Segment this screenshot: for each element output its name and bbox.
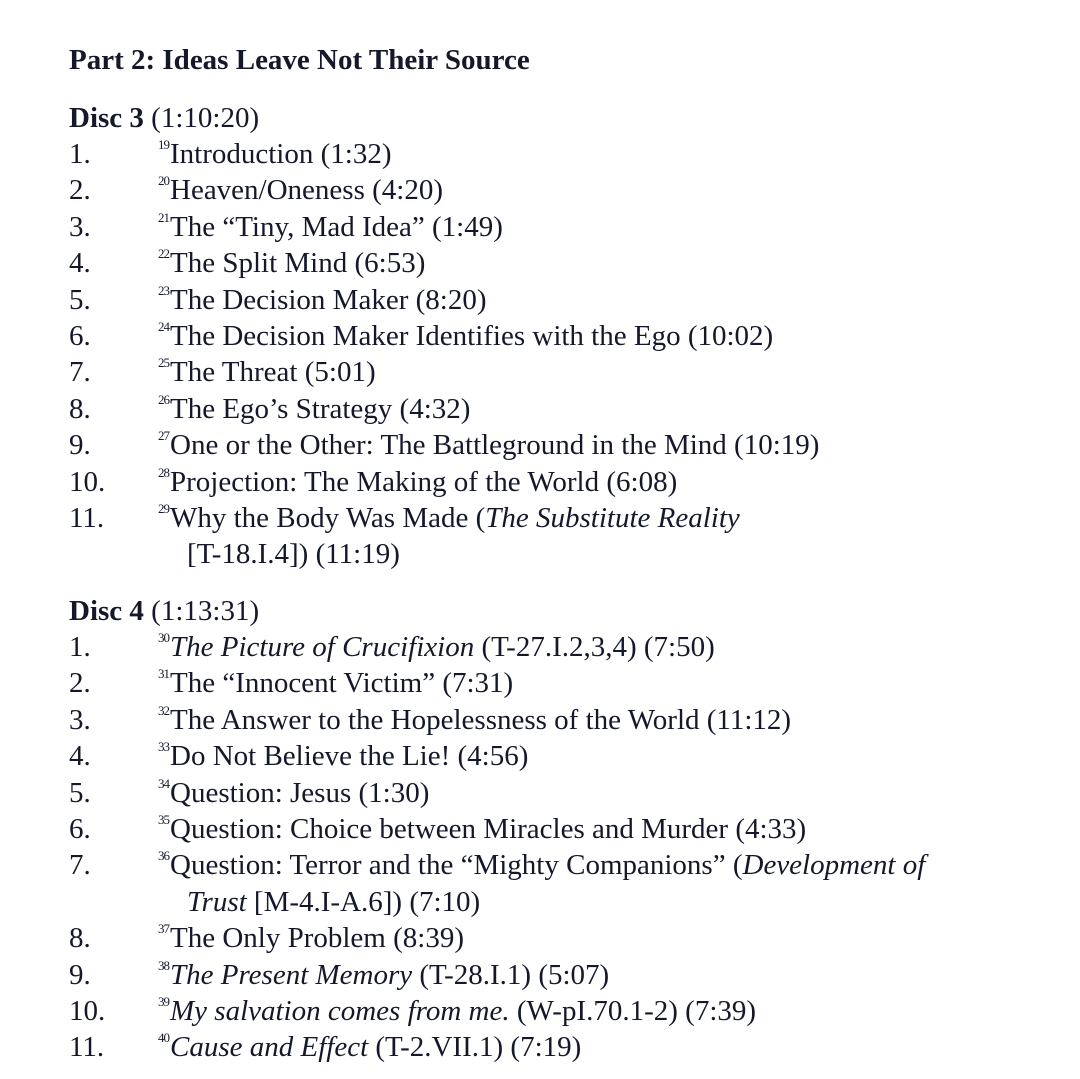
track-number: 8.: [69, 392, 91, 425]
track-item: [69, 665, 1059, 701]
footnote-marker: 40: [158, 1030, 169, 1046]
disc-duration: (1:13:31): [151, 594, 260, 627]
track-number: 10.: [69, 994, 106, 1027]
track-title: [158, 354, 1059, 390]
track-title-italic: The Present Memory: [170, 958, 413, 991]
track-number: 5.: [69, 283, 91, 316]
track-number: 3.: [69, 703, 91, 736]
footnote-marker: 23: [158, 282, 169, 298]
track-title-segment: The Decision Maker (8:20): [170, 283, 487, 316]
track-number: 4.: [69, 740, 91, 773]
track-item: [69, 172, 1059, 208]
track-number: 5.: [69, 776, 91, 809]
footnote-marker: 38: [158, 957, 169, 973]
track-title-segment: The Only Problem (8:39): [170, 922, 464, 955]
track-number: 6.: [69, 812, 91, 845]
track-number: 1.: [69, 138, 91, 170]
footnote-marker: 30: [158, 629, 169, 645]
footnote-marker: 33: [158, 739, 169, 755]
disc-label: Disc 4: [69, 594, 144, 627]
track-title: [158, 172, 1059, 208]
track-title-italic: Trust: [187, 885, 247, 918]
track-title-segment: The Threat (5:01): [170, 356, 376, 389]
track-title-italic: My salvation comes from me.: [170, 994, 510, 1027]
track-title-segment: Question: Terror and the “Mighty Companions” (: [170, 849, 743, 882]
track-title-segment: (W-pI.70.1-2) (7:39): [509, 994, 757, 1027]
track-item: [69, 738, 1059, 774]
track-title-segment: The Answer to the Hopelessness of the World (11:12): [170, 703, 792, 736]
footnote-marker: 37: [158, 921, 169, 937]
track-item: [69, 427, 1059, 463]
footnote-marker: 25: [158, 355, 169, 371]
track-title-continuation: [158, 884, 1059, 920]
track-title: [158, 136, 1059, 172]
track-number: 4.: [69, 247, 91, 280]
track-title: [158, 464, 1059, 500]
part-title: Part 2: Ideas Leave Not Their Source: [69, 44, 530, 76]
track-title: [158, 920, 1059, 956]
track-title-italic: The Substitute Reality: [485, 502, 740, 535]
track-title: [158, 775, 1059, 811]
track-number: 2.: [69, 174, 91, 207]
track-title: [158, 847, 1059, 920]
track-item: [69, 847, 1059, 920]
track-title-segment: (T-27.I.2,3,4) (7:50): [474, 630, 715, 663]
track-title-segment: (T-28.I.1) (5:07): [412, 958, 610, 991]
track-number: 8.: [69, 922, 91, 955]
track-title-segment: The “Tiny, Mad Idea” (1:49): [170, 210, 503, 243]
track-title-segment: Do Not Believe the Lie! (4:56): [170, 740, 529, 773]
track-title-segment: Heaven/Oneness (4:20): [170, 174, 443, 207]
track-title: [158, 245, 1059, 281]
track-number: 1.: [69, 630, 91, 663]
track-item: [69, 354, 1059, 390]
track-title-segment: (T-2.VII.1) (7:19): [368, 1031, 582, 1064]
track-number: 11.: [69, 1031, 105, 1064]
track-title: [158, 738, 1059, 774]
track-title-segment: The Ego’s Strategy (4:32): [170, 392, 471, 425]
track-item: [69, 136, 1059, 172]
track-item: [69, 464, 1059, 500]
track-item: [69, 282, 1059, 318]
track-number: 2.: [69, 667, 91, 700]
track-title-segment: [M-4.I-A.6]) (7:10): [246, 885, 481, 918]
track-title-italic: The Picture of Crucifixion: [170, 630, 475, 663]
disc-duration: (1:10:20): [151, 102, 260, 134]
track-number: 6.: [69, 320, 91, 353]
track-item: [69, 775, 1059, 811]
disc-section: [69, 100, 1059, 573]
track-item: [69, 920, 1059, 956]
footnote-marker: 21: [158, 209, 169, 225]
track-title-segment: Question: Choice between Miracles and Murder (4:33): [170, 812, 807, 845]
track-item: [69, 702, 1059, 738]
track-title: [158, 665, 1059, 701]
track-item: [69, 209, 1059, 245]
track-item: [69, 1029, 1059, 1065]
track-title: [158, 427, 1059, 463]
footnote-marker: 27: [158, 428, 169, 444]
track-title: [158, 1029, 1059, 1065]
track-number: 10.: [69, 465, 106, 498]
track-item: [69, 391, 1059, 427]
track-title-continuation: [158, 536, 1059, 572]
footnote-marker: 20: [158, 173, 169, 189]
disc-heading: [69, 100, 1059, 136]
footnote-marker: 24: [158, 319, 169, 335]
track-title-segment: Projection: The Making of the World (6:08): [170, 465, 678, 498]
track-number: 9.: [69, 958, 91, 991]
track-title-segment: The “Innocent Victim” (7:31): [170, 667, 514, 700]
track-title-segment: Why the Body Was Made (: [170, 502, 486, 535]
track-item: [69, 245, 1059, 281]
track-item: [69, 993, 1059, 1029]
track-title-segment: [T-18.I.4]) (11:19): [187, 538, 400, 571]
track-title-segment: Question: Jesus (1:30): [170, 776, 430, 809]
track-number: 11.: [69, 502, 105, 535]
track-number: 3.: [69, 210, 91, 243]
track-title: [158, 811, 1059, 847]
track-title: [158, 993, 1059, 1029]
footnote-marker: 39: [158, 993, 169, 1009]
track-title: [158, 702, 1059, 738]
document-page: [69, 40, 1059, 1066]
track-title-segment: One or the Other: The Battleground in the Mind (10:19): [170, 429, 820, 462]
track-title: [158, 282, 1059, 318]
track-item: [69, 957, 1059, 993]
footnote-marker: 34: [158, 775, 169, 791]
track-number: 7.: [69, 849, 91, 882]
track-title: [158, 957, 1059, 993]
track-number: 9.: [69, 429, 91, 462]
footnote-marker: 22: [158, 246, 169, 262]
track-title: [158, 629, 1059, 665]
track-item: [69, 629, 1059, 665]
footnote-marker: 35: [158, 811, 169, 827]
track-item: [69, 318, 1059, 354]
track-title-italic: Development of: [742, 849, 926, 882]
footnote-marker: 19: [158, 137, 169, 152]
disc-list: [69, 100, 1059, 1066]
footnote-marker: 36: [158, 848, 169, 864]
track-title-italic: Cause and Effect: [170, 1031, 369, 1064]
footnote-marker: 26: [158, 391, 169, 407]
track-title-segment: Introduction (1:32): [170, 138, 392, 170]
track-number: 7.: [69, 356, 91, 389]
footnote-marker: 31: [158, 666, 169, 682]
track-title-segment: The Decision Maker Identifies with the Ego (10:02): [170, 320, 774, 353]
footnote-marker: 32: [158, 702, 169, 718]
track-title: [158, 391, 1059, 427]
track-title: [158, 318, 1059, 354]
track-item: [69, 811, 1059, 847]
track-title: [158, 209, 1059, 245]
footnote-marker: 29: [158, 501, 169, 517]
footnote-marker: 28: [158, 464, 169, 480]
track-item: [69, 500, 1059, 573]
track-title: [158, 500, 1059, 573]
track-title-segment: The Split Mind (6:53): [170, 247, 426, 280]
disc-section: [69, 593, 1059, 1066]
disc-label: Disc 3: [69, 102, 144, 134]
disc-heading: [69, 593, 1059, 629]
